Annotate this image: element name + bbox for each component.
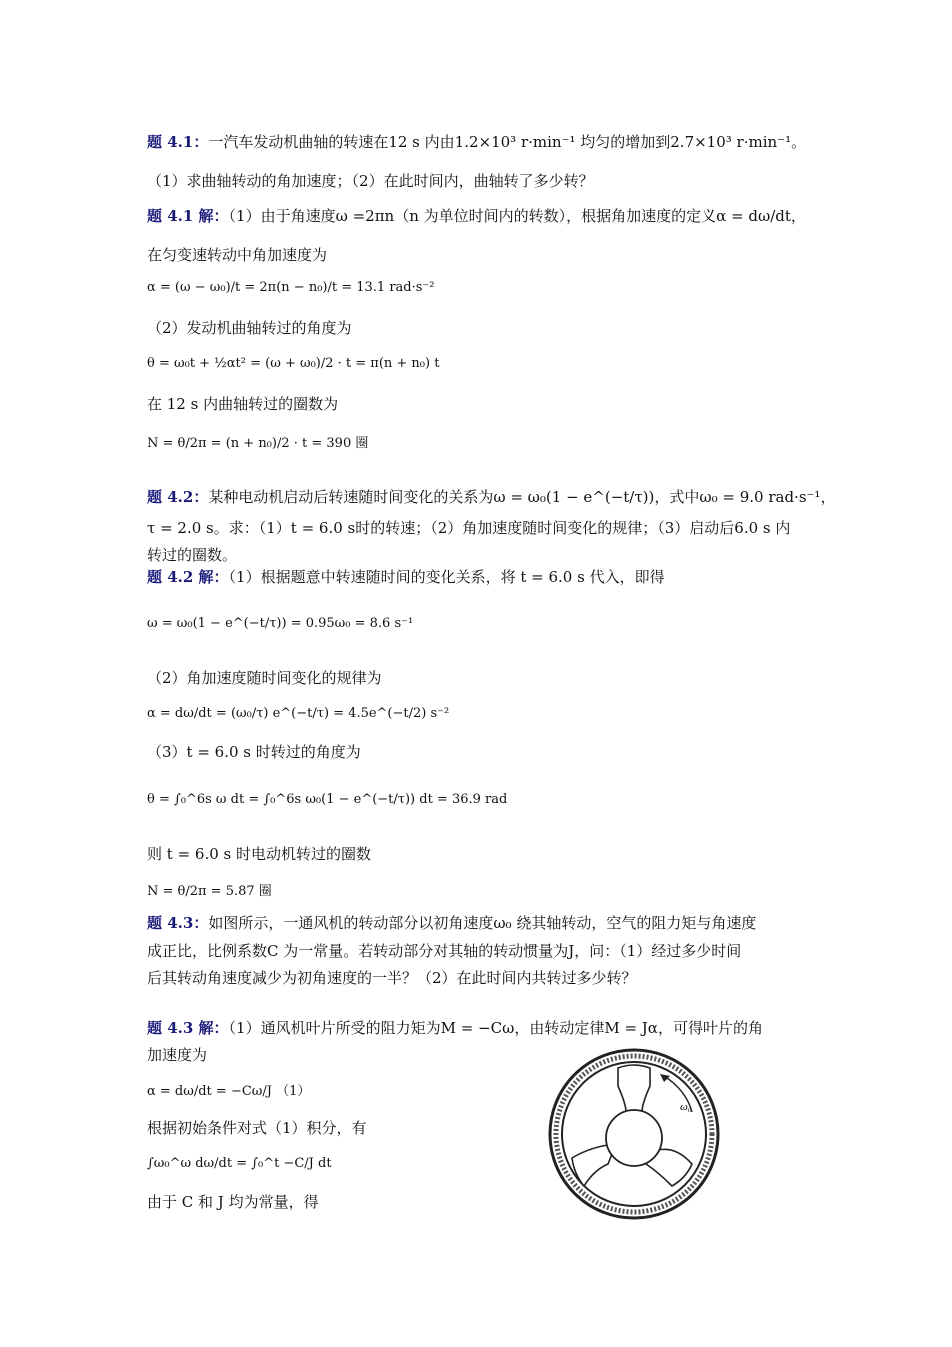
solution-4-1-line-a: 在匀变速转动中角加速度为 bbox=[147, 246, 328, 264]
solution-4-3-equation-1: α = dω/dt = −Cω/J （1） bbox=[147, 1084, 311, 1099]
problem-4-1-heading: 题 4.1： bbox=[147, 133, 209, 151]
solution-4-3-line-b: 根据初始条件对式（1）积分，有 bbox=[147, 1119, 367, 1137]
solution-4-2-equation-4: N = θ/2π = 5.87 圈 bbox=[147, 884, 272, 899]
solution-4-1-line-b: （2）发动机曲轴转过的角度为 bbox=[147, 319, 352, 337]
solution-4-1-heading: 题 4.1 解： bbox=[147, 207, 229, 225]
solution-4-2-equation-1: ω = ω₀(1 − e^(−t/τ)) = 0.95ω₀ = 8.6 s⁻¹ bbox=[147, 616, 414, 631]
solution-4-1-line-c: 在 12 s 内曲轴转过的圈数为 bbox=[147, 395, 339, 413]
solution-4-3-text: （1）通风机叶片所受的阻力矩为M = −Cω，由转动定律M = Jα，可得叶片的角 bbox=[228, 1019, 763, 1037]
fan-figure bbox=[546, 1046, 722, 1222]
problem-4-3-text: 如图所示，一通风机的转动部分以初角速度ω₀ 绕其轴转动，空气的阻力矩与角速度 bbox=[208, 914, 757, 932]
problem-4-2 bbox=[147, 487, 835, 507]
solution-4-3-heading: 题 4.3 解： bbox=[147, 1019, 229, 1037]
problem-4-2-text: 某种电动机启动后转速随时间变化的关系为ω = ω₀(1 − e^(−t/τ))，式中ω₀ = 9.0 rad·s⁻¹， bbox=[208, 488, 836, 506]
solution-4-3-text-2: 加速度为 bbox=[147, 1046, 208, 1064]
omega-label: ω₀ bbox=[680, 1101, 692, 1113]
solution-4-1-equation-3: N = θ/2π = (n + n₀)/2 · t = 390 圈 bbox=[147, 436, 369, 451]
solution-4-1-equation-2: θ = ω₀t + ½αt² = (ω + ω₀)/2 · t = π(n + n₀) t bbox=[147, 356, 440, 371]
problem-4-1-questions: （1）求曲轴转动的角加速度；（2）在此时间内，曲轴转了多少转？ bbox=[147, 172, 594, 190]
solution-4-3-equation-2: ∫ω₀^ω dω/dt = ∫₀^t −C/J dt bbox=[147, 1156, 332, 1171]
solution-4-2-line-b: （2）角加速度随时间变化的规律为 bbox=[147, 669, 382, 687]
solution-4-3-line-c: 由于 C 和 J 均为常量，得 bbox=[147, 1193, 319, 1211]
problem-4-3-heading: 题 4.3： bbox=[147, 914, 209, 932]
problem-4-2-text-3: 转过的圈数。 bbox=[147, 546, 238, 564]
solution-4-1 bbox=[147, 206, 806, 226]
solution-4-2-equation-2: α = dω/dt = (ω₀/τ) e^(−t/τ) = 4.5e^(−t/2) s⁻² bbox=[147, 706, 450, 721]
problem-4-3-text-3: 后其转动角速度减少为初角速度的一半？（2）在此时间内共转过多少转？ bbox=[147, 969, 637, 987]
solution-4-2-equation-3: θ = ∫₀^6s ω dt = ∫₀^6s ω₀(1 − e^(−t/τ)) dt = 36.9 rad bbox=[147, 792, 508, 807]
problem-4-2-heading: 题 4.2： bbox=[147, 488, 209, 506]
solution-4-2 bbox=[147, 567, 665, 587]
problem-4-3-text-2: 成正比，比例系数C 为一常量。若转动部分对其轴的转动惯量为J，问：（1）经过多少时间 bbox=[147, 942, 742, 960]
problem-4-1-text: 一汽车发动机曲轴的转速在12 s 内由1.2×10³ r·min⁻¹ 均匀的增加到2.7×10³ r·min⁻¹。 bbox=[208, 133, 807, 151]
fan-hub bbox=[606, 1110, 662, 1166]
solution-4-1-equation-1: α = (ω − ω₀)/t = 2π(n − n₀)/t = 13.1 rad·s⁻² bbox=[147, 280, 435, 295]
problem-4-1 bbox=[147, 132, 806, 152]
problem-4-2-text-2: τ = 2.0 s。求：（1）t = 6.0 s时的转速；（2）角加速度随时间变化的规律；（3）启动后6.0 s 内 bbox=[147, 519, 791, 537]
problem-4-3 bbox=[147, 913, 756, 933]
solution-4-2-heading: 题 4.2 解： bbox=[147, 568, 229, 586]
solution-4-3 bbox=[147, 1018, 763, 1038]
solution-4-2-line-c: （3）t = 6.0 s 时转过的角度为 bbox=[147, 743, 361, 761]
solution-4-2-line-d: 则 t = 6.0 s 时电动机转过的圈数 bbox=[147, 845, 371, 863]
solution-4-2-text: （1）根据题意中转速随时间的变化关系，将 t = 6.0 s 代入，即得 bbox=[228, 568, 665, 586]
solution-4-1-text: （1）由于角速度ω =2πn（n 为单位时间内的转数），根据角加速度的定义α = dω/dt， bbox=[228, 207, 806, 225]
